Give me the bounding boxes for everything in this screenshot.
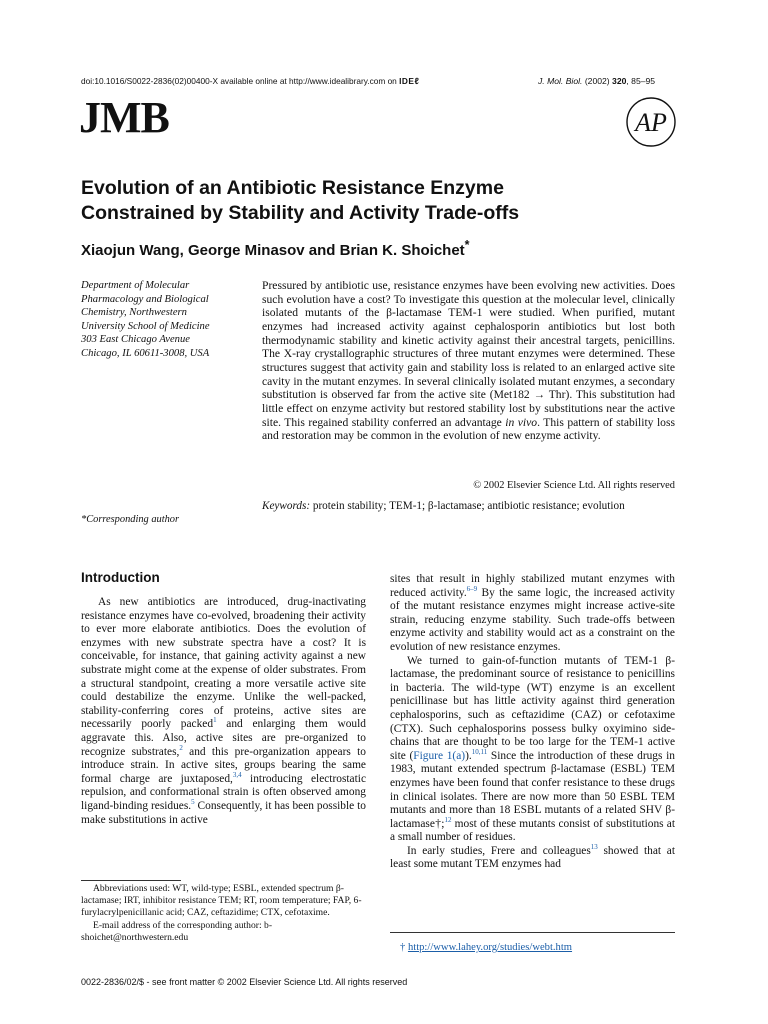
url-footnote: † http://www.lahey.org/studies/webt.htm: [400, 942, 573, 953]
ideal-logo: IDEℓ: [399, 76, 420, 86]
footnote-divider: [390, 932, 675, 933]
lahey-link[interactable]: http://www.lahey.org/studies/webt.htm: [407, 942, 573, 953]
journal-logo: JMB: [79, 93, 169, 142]
article-title: [81, 176, 641, 226]
figure-link[interactable]: Figure 1(a): [413, 749, 466, 762]
body-column-right: sites that result in highly stabilized mutant enzymes with reduced activity.$^{6-9}$ By the same logic, the increased activity of the mutant resistance enzymes might increase active-site strain, reducing enzyme stability. Such trade-offs between enzyme activity and stability would act as a constraint on the evolution of new resistance enzymes. We turned to gain-of-function mutants of TEM-1 β-lactamase, the predominant source of resistance to penicillins in bacteria. The wild-type (WT) enzyme is an excellent penicillinase but has little activity against third generation cephalosporins, such as ceftazidime (CAZ) or cefotaxime (CTX). Such cephalosporins possess bulky oxyimino side-chains that are thought to be too large for the TEM-1 active site (Figure 1(a)).$^{10,11}$ Since the introduction of these drugs in 1983, mutant extended spectrum β-lactamase (ESBL) TEM enzymes have been found that confer resistance to these drugs in clinical isolates. There are now more than 50 ESBL TEM mutants and more than 18 ESBL mutants of a related SHV β-lactamase†;$^{12}$ most of these mutants consist of substitutions at a small number of residues. In early studies, Frere and colleagues$^{13}$ showed that at least some mutant TEM enzymes had: [390, 573, 676, 871]
section-heading-introduction: Introduction: [81, 570, 160, 585]
author-list: Xiaojun Wang, George Minasov and Brian K. Shoichet*: [81, 238, 470, 259]
keywords: Keywords: protein stability; TEM-1; β-lactamase; antibiotic resistance; evolution: [262, 500, 625, 512]
doi-line: [81, 76, 419, 86]
affiliation-line: 303 East Chicago Avenue: [81, 334, 190, 346]
journal-citation: J. Mol. Biol. (2002) 320, 85–95: [538, 76, 656, 86]
affiliation-line: University School of Medicine: [81, 320, 210, 332]
citation-ref[interactable]: 13: [590, 843, 598, 852]
corresponding-author-note: *Corresponding author: [81, 514, 180, 525]
front-matter-line: 0022-2836/02/$ - see front matter © 2002 Elsevier Science Ltd. All rights reserved: [81, 977, 408, 987]
citation-ref[interactable]: 1: [213, 716, 217, 725]
body-column-left: As new antibiotics are introduced, drug-inactivating resistance enzymes have co-evolved, broadening their activity to ever more elaborate antibiotics. Does the evolution of enzymes with new substrate spectra have a cost? It is conceivable, for instance, that gaining activity against a new substrate might come at the expense of older substrates. From a structural standpoint, creating a more versatile active site could destabilize the enzyme. Unlike the well-packed, stability-conferring cores of proteins, active sites are necessarily poorly packed$^1$ and enlarging them would aggravate this. Also, active sites are pre-organized to recognize substrates,$^2$ and this pre-organization appears to introduce strain. In active sites, groups bearing the same formal charge are juxtaposed,$^{3,4}$ introducing electrostatic repulsion, and conformational strain is often observed among ligand-binding residues.$^5$ Consequently, it has been possible to make substitutions in active: [81, 596, 367, 826]
affiliation-line: Pharmacology and Biological: [81, 293, 209, 305]
copyright-notice: © 2002 Elsevier Science Ltd. All rights reserved: [473, 480, 675, 491]
abstract: Pressured by antibiotic use, resistance enzymes have been evolving new activities. Does such evolution have a cost? To investigate this question at the molecular level, clinically isolated mutants of the β-lactamase TEM-1 were studied. When purified, mutant enzymes had increased activity against cephalosporin antibiotics but lost both thermodynamic stability and kinetic activity against their ancestral targets, penicillins. The X-ray crystallographic structures of three mutant enzymes were determined. These structures suggest that activity gain and stability loss is related to an enlarged active site cavity in the mutant enzymes. In several clinically isolated mutant enzymes, a secondary substitution is observed far from the active site (Met182 → Thr). This substitution had little effect on enzyme activity but restored stability lost by substitutions near the active site. This regained stability conferred an advantage in vivo. This pattern of stability loss and restoration may be common in the evolution of new enzyme activity.: [262, 279, 675, 443]
abbreviations-footnote: Abbreviations used: WT, wild-type; ESBL, extended spectrum β-lactamase; IRT, inhibitor resistance TEM; RT, room temperature; FAP, 6-furylacrylpenicillanic acid; CAZ, ceftazidime; CTX, cefotaxime.: [81, 883, 362, 919]
citation-ref[interactable]: 5: [191, 798, 195, 807]
title-line: Constrained by Stability and Activity Trade-offs: [81, 202, 520, 224]
email-footnote: E-mail address of the corresponding author: b-shoichet@northwestern.edu: [81, 919, 273, 943]
affiliation-line: Department of Molecular: [81, 280, 190, 291]
citation-ref[interactable]: 2: [179, 743, 183, 752]
citation-ref[interactable]: 12: [444, 815, 452, 824]
publisher-logo-text: AP: [635, 108, 667, 137]
footnote-divider: [81, 880, 181, 881]
doi-text: doi:10.1016/S0022-2836(02)00400-X available online at http://www.idealibrary.com on: [81, 76, 397, 86]
affiliation-line: Chemistry, Northwestern: [81, 307, 187, 319]
footnotes: [81, 883, 366, 944]
affiliation: [81, 279, 256, 361]
citation-ref[interactable]: 3,4: [232, 770, 242, 779]
publisher-logo: [625, 96, 677, 148]
affiliation-line: Chicago, IL 60611-3008, USA: [81, 347, 210, 359]
citation-ref[interactable]: 6–9: [466, 584, 478, 593]
title-line: Evolution of an Antibiotic Resistance Enzyme: [81, 177, 504, 199]
citation-ref[interactable]: 10,11: [471, 747, 488, 756]
